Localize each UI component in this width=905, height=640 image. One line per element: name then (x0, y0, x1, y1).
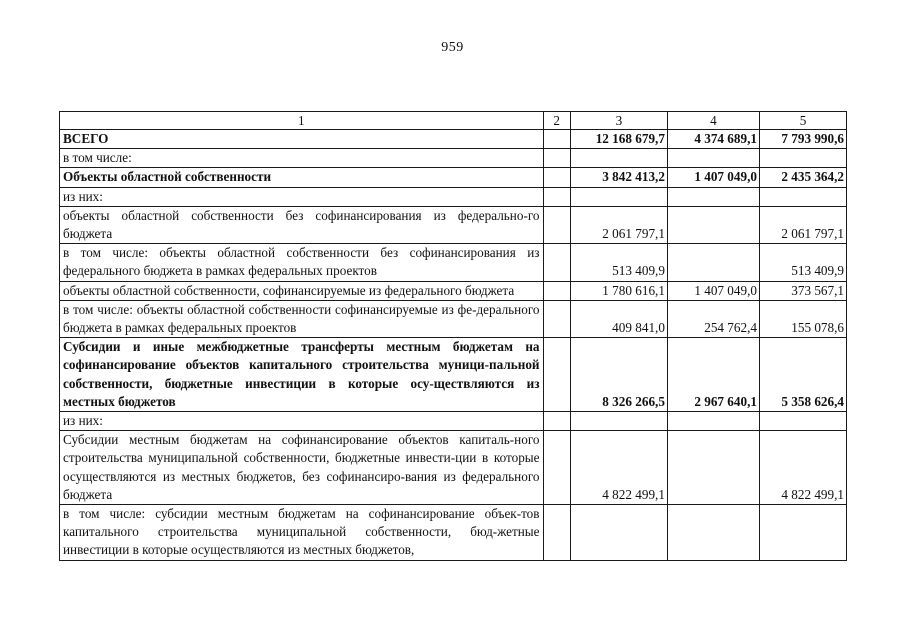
row-name-cell: в том числе: объекты областной собственности софинансируемые из фе-дерального бюджета в рамках федеральных проектов (60, 300, 544, 337)
row-regional-cell (759, 505, 846, 561)
row-name-cell: из них: (60, 187, 544, 206)
table-row (60, 244, 847, 281)
row-federal-cell (667, 505, 759, 561)
table-row (60, 130, 847, 149)
row-federal-cell: 254 762,4 (667, 300, 759, 337)
row-code-cell (543, 187, 570, 206)
row-total-cell: 4 822 499,1 (570, 431, 667, 505)
row-regional-cell: 5 358 626,4 (759, 338, 846, 412)
row-total-cell (570, 505, 667, 561)
row-total-cell: 513 409,9 (570, 244, 667, 281)
header-cell-total: 3 (570, 112, 667, 130)
row-code-cell (543, 281, 570, 300)
table-row (60, 338, 847, 412)
row-regional-cell: 4 822 499,1 (759, 431, 846, 505)
table-header-row (60, 112, 847, 130)
row-total-cell (570, 412, 667, 431)
row-total-cell (570, 187, 667, 206)
row-federal-cell (667, 412, 759, 431)
row-federal-cell (667, 431, 759, 505)
row-code-cell (543, 505, 570, 561)
row-total-cell (570, 149, 667, 168)
table-row (60, 206, 847, 243)
row-federal-cell (667, 149, 759, 168)
row-code-cell (543, 300, 570, 337)
table-row (60, 505, 847, 561)
row-federal-cell: 1 407 049,0 (667, 281, 759, 300)
row-regional-cell (759, 149, 846, 168)
row-regional-cell: 2 061 797,1 (759, 206, 846, 243)
row-name-cell: в том числе: субсидии местным бюджетам на софинансирование объек-тов капитального строительства муниципальной собственности, бюд-жетные инвестиции в которые осуществляются из местных бюджетов, (60, 505, 544, 561)
row-regional-cell (759, 412, 846, 431)
row-name-cell: в том числе: (60, 149, 544, 168)
row-total-cell: 8 326 266,5 (570, 338, 667, 412)
row-total-cell: 12 168 679,7 (570, 130, 667, 149)
row-name-cell: ВСЕГО (60, 130, 544, 149)
row-code-cell (543, 244, 570, 281)
row-name-cell: Объекты областной собственности (60, 168, 544, 187)
row-code-cell (543, 431, 570, 505)
row-federal-cell: 2 967 640,1 (667, 338, 759, 412)
row-regional-cell: 513 409,9 (759, 244, 846, 281)
header-cell-regional: 5 (759, 112, 846, 130)
row-name-cell: Субсидии и иные межбюджетные трансферты местным бюджетам на софинансирование объектов капитального строительства муници-пальной собственности, бюджетные инвестиции в которые осу-ществляются из местных бюджетов (60, 338, 544, 412)
row-total-cell: 3 842 413,2 (570, 168, 667, 187)
row-regional-cell (759, 187, 846, 206)
row-name-cell: из них: (60, 412, 544, 431)
table-row (60, 281, 847, 300)
row-federal-cell: 4 374 689,1 (667, 130, 759, 149)
row-code-cell (543, 168, 570, 187)
row-federal-cell: 1 407 049,0 (667, 168, 759, 187)
row-regional-cell: 7 793 990,6 (759, 130, 846, 149)
row-name-cell: объекты областной собственности, софинансируемые из федерального бюджета (60, 281, 544, 300)
row-total-cell: 2 061 797,1 (570, 206, 667, 243)
row-federal-cell (667, 244, 759, 281)
row-name-cell: Субсидии местным бюджетам на софинансирование объектов капиталь-ного строительства муниципальной собственности, бюджетные инвести-ции в которые осуществляются из местных бюджетов, без софинансиро-вания из федерального бюджета (60, 431, 544, 505)
row-code-cell (543, 130, 570, 149)
row-code-cell (543, 338, 570, 412)
row-regional-cell: 2 435 364,2 (759, 168, 846, 187)
header-cell-code: 2 (543, 112, 570, 130)
row-federal-cell (667, 187, 759, 206)
header-cell-federal: 4 (667, 112, 759, 130)
header-cell-name: 1 (60, 112, 544, 130)
row-total-cell: 1 780 616,1 (570, 281, 667, 300)
row-name-cell: в том числе: объекты областной собственности без софинансирования из федерального бюджета в рамках федеральных проектов (60, 244, 544, 281)
budget-table (59, 111, 847, 561)
table-row (60, 412, 847, 431)
row-regional-cell: 373 567,1 (759, 281, 846, 300)
row-federal-cell (667, 206, 759, 243)
page-number: 959 (441, 40, 464, 55)
row-code-cell (543, 412, 570, 431)
row-name-cell: объекты областной собственности без софинансирования из федерально-го бюджета (60, 206, 544, 243)
row-total-cell: 409 841,0 (570, 300, 667, 337)
table-row (60, 300, 847, 337)
row-regional-cell: 155 078,6 (759, 300, 846, 337)
table-row (60, 431, 847, 505)
table-row (60, 187, 847, 206)
table-row (60, 149, 847, 168)
row-code-cell (543, 149, 570, 168)
table-row (60, 168, 847, 187)
row-code-cell (543, 206, 570, 243)
